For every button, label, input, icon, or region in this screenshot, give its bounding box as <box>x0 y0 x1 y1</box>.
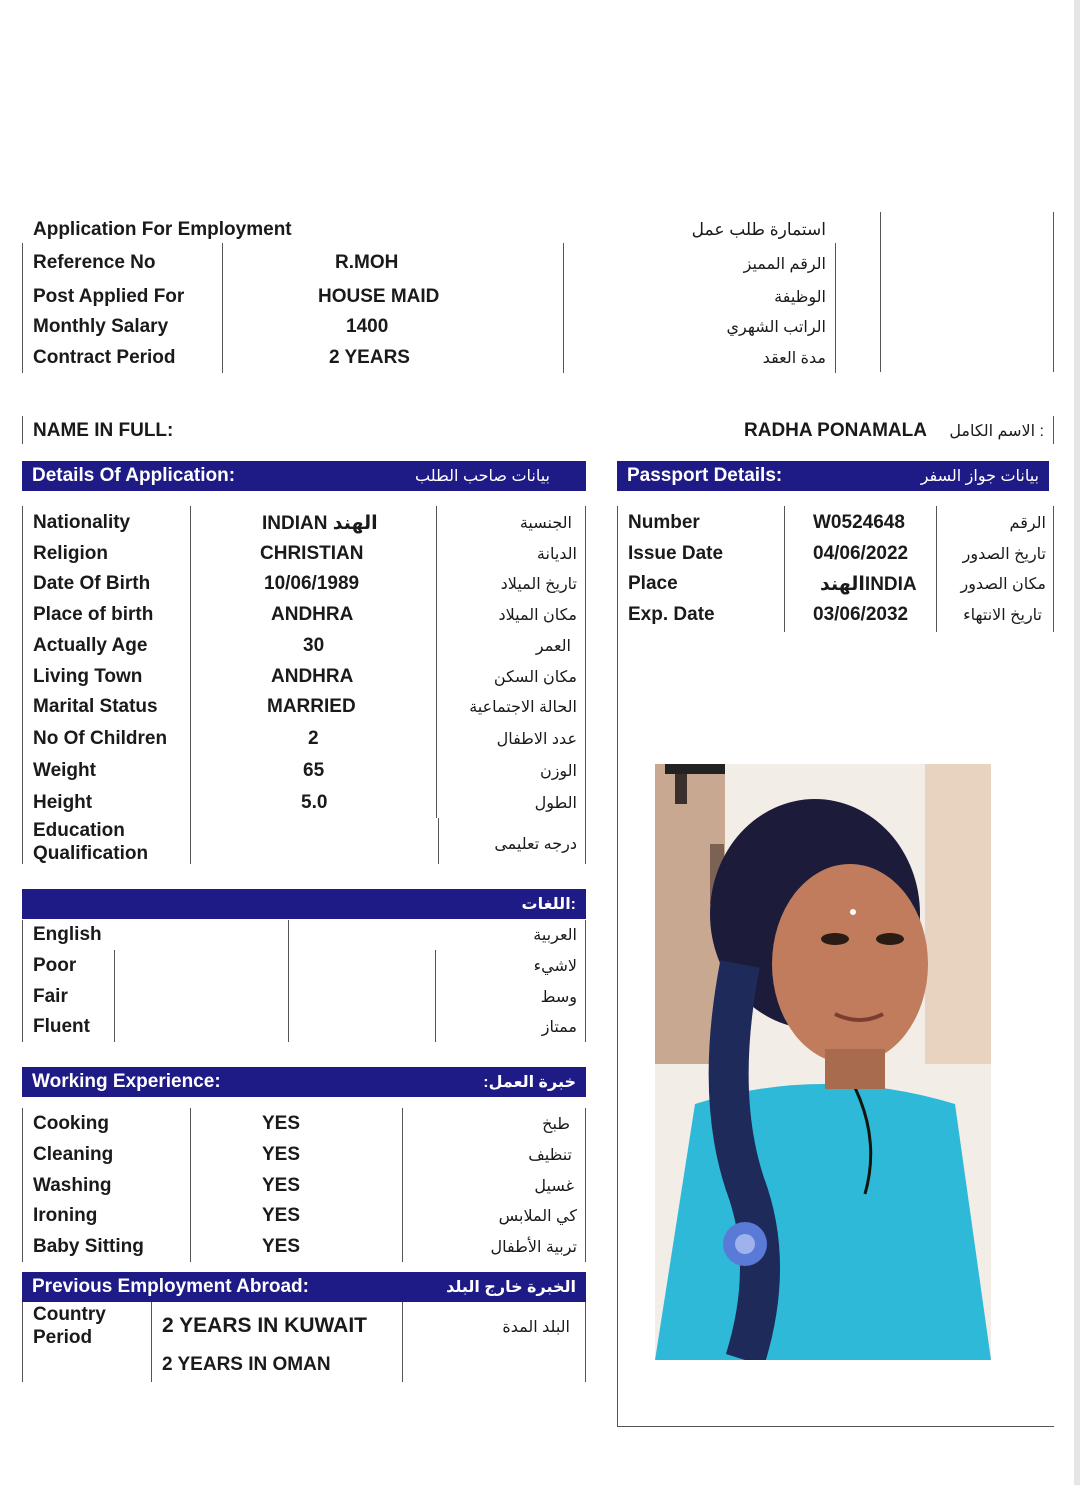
experience-section-title-ar: خبرة العمل: <box>483 1074 576 1091</box>
religion-label: Religion <box>33 543 108 564</box>
baby-sitting-label-ar: تربية الأطفال <box>490 1239 577 1256</box>
issue-place-value: الهندINDIA <box>820 574 917 595</box>
cooking-label-ar: طبخ <box>542 1116 570 1133</box>
education-label-line1: Education <box>33 820 125 841</box>
passport-number-value: W0524648 <box>813 512 905 533</box>
height-label: Height <box>33 792 93 813</box>
page-edge <box>1074 0 1080 1485</box>
previous-entry-2: 2 YEARS IN OMAN <box>162 1354 331 1375</box>
expiry-date-label: Exp. Date <box>628 604 715 625</box>
issue-place-label: Place <box>628 573 678 594</box>
nationality-label-ar: الجنسية <box>519 515 572 532</box>
fair-label-ar: وسط <box>540 989 577 1006</box>
age-value: 30 <box>303 635 325 656</box>
fluent-label: Fluent <box>33 1016 90 1037</box>
form-title: Application For Employment <box>33 219 292 240</box>
marital-status-value: MARRIED <box>267 696 356 717</box>
languages-section-header <box>22 889 586 919</box>
age-label-ar: العمر <box>535 638 571 655</box>
previous-employment-header <box>22 1272 586 1302</box>
education-label-line2: Qualification <box>33 843 149 864</box>
fluent-label-ar: ممتاز <box>541 1019 577 1036</box>
contract-period-label-ar: مدة العقد <box>762 350 826 367</box>
age-label: Actually Age <box>33 635 148 656</box>
living-town-value: ANDHRA <box>271 666 354 687</box>
full-name-value: RADHA PONAMALA <box>744 420 927 441</box>
applicant-portrait <box>655 764 991 1360</box>
contract-period-value: 2 YEARS <box>329 347 410 368</box>
dob-value: 10/06/1989 <box>264 573 360 594</box>
weight-label: Weight <box>33 760 96 781</box>
post-applied-label-ar: الوظيفة <box>774 289 826 306</box>
height-label-ar: الطول <box>534 795 577 812</box>
reference-no-label: Reference No <box>33 252 156 273</box>
washing-label-ar: غسيل <box>534 1178 574 1195</box>
poor-label-ar: لاشيء <box>533 958 577 975</box>
passport-section-title: Passport Details: <box>627 465 783 486</box>
washing-label: Washing <box>33 1175 112 1196</box>
birthplace-label: Place of birth <box>33 604 154 625</box>
arabic-label: العربية <box>533 927 577 944</box>
passport-section-header <box>617 461 1049 491</box>
contract-period-label: Contract Period <box>33 347 176 368</box>
cooking-label: Cooking <box>33 1113 109 1134</box>
post-applied-value: HOUSE MAID <box>318 286 440 307</box>
country-label: Country <box>33 1304 106 1325</box>
living-town-label-ar: مكان السكن <box>493 669 577 686</box>
children-label: No Of Children <box>33 728 168 749</box>
application-section-title-ar: بيانات صاحب الطلب <box>415 468 550 485</box>
application-section-header <box>22 461 586 491</box>
issue-date-label: Issue Date <box>628 543 724 564</box>
country-period-label-ar: البلد المدة <box>502 1319 570 1336</box>
cleaning-label-ar: تنظيف <box>528 1147 572 1164</box>
passport-section-title-ar: بيانات جواز السفر <box>920 468 1039 485</box>
children-label-ar: عدد الاطفال <box>496 731 577 748</box>
passport-number-label-ar: الرقم <box>1009 515 1046 532</box>
education-label-ar: درجه تعليمى <box>494 836 577 853</box>
monthly-salary-label: Monthly Salary <box>33 316 169 337</box>
weight-value: 65 <box>303 760 325 781</box>
expiry-date-label-ar: تاريخ الانتهاء <box>963 607 1042 624</box>
fair-label: Fair <box>33 986 68 1007</box>
issue-place-label-ar: مكان الصدور <box>960 576 1046 593</box>
application-section-title: Details Of Application: <box>32 465 236 486</box>
washing-value: YES <box>262 1175 301 1196</box>
cooking-value: YES <box>262 1113 301 1134</box>
baby-sitting-value: YES <box>262 1236 301 1257</box>
cleaning-label: Cleaning <box>33 1144 114 1165</box>
english-label: English <box>33 924 102 945</box>
full-name-label: NAME IN FULL: <box>33 420 174 441</box>
children-value: 2 <box>308 728 319 749</box>
poor-label: Poor <box>33 955 77 976</box>
previous-employment-title: Previous Employment Abroad: <box>32 1276 309 1297</box>
expiry-date-value: 03/06/2032 <box>813 604 909 625</box>
living-town-label: Living Town <box>33 666 143 687</box>
period-label: Period <box>33 1327 93 1348</box>
reference-no-label-ar: الرقم المميز <box>743 256 826 273</box>
ironing-label-ar: كي الملابس <box>498 1208 577 1225</box>
languages-section-title-ar: :اللغات <box>521 896 576 913</box>
birthplace-value: ANDHRA <box>271 604 354 625</box>
dob-label-ar: تاريخ الميلاد <box>500 576 577 593</box>
previous-employment-title-ar: الخبرة خارج البلد <box>446 1279 576 1296</box>
cleaning-value: YES <box>262 1144 301 1165</box>
monthly-salary-value: 1400 <box>346 316 389 337</box>
nationality-value: INDIAN الهند <box>262 513 378 534</box>
height-value: 5.0 <box>301 792 328 813</box>
previous-entry-1: 2 YEARS IN KUWAIT <box>162 1314 367 1337</box>
issue-date-label-ar: تاريخ الصدور <box>962 546 1046 563</box>
full-name-label-ar: : الاسم الكامل <box>949 423 1044 440</box>
post-applied-label: Post Applied For <box>33 286 185 307</box>
nationality-label: Nationality <box>33 512 131 533</box>
weight-label-ar: الوزن <box>539 763 577 780</box>
applicant-photo <box>655 764 991 1360</box>
form-title-ar: استمارة طلب عمل <box>691 220 826 239</box>
passport-number-label: Number <box>628 512 700 533</box>
reference-no-value: R.MOH <box>335 252 399 273</box>
birthplace-label-ar: مكان الميلاد <box>498 607 577 624</box>
marital-status-label: Marital Status <box>33 696 158 717</box>
monthly-salary-label-ar: الراتب الشهري <box>726 319 826 336</box>
experience-section-header <box>22 1067 586 1097</box>
issue-date-value: 04/06/2022 <box>813 543 909 564</box>
ironing-value: YES <box>262 1205 301 1226</box>
ironing-label: Ironing <box>33 1205 98 1226</box>
religion-value: CHRISTIAN <box>260 543 364 564</box>
religion-label-ar: الديانة <box>536 546 577 563</box>
marital-status-label-ar: الحالة الاجتماعية <box>469 699 577 716</box>
dob-label: Date Of Birth <box>33 573 151 594</box>
baby-sitting-label: Baby Sitting <box>33 1236 144 1257</box>
experience-section-title: Working Experience: <box>32 1071 221 1092</box>
